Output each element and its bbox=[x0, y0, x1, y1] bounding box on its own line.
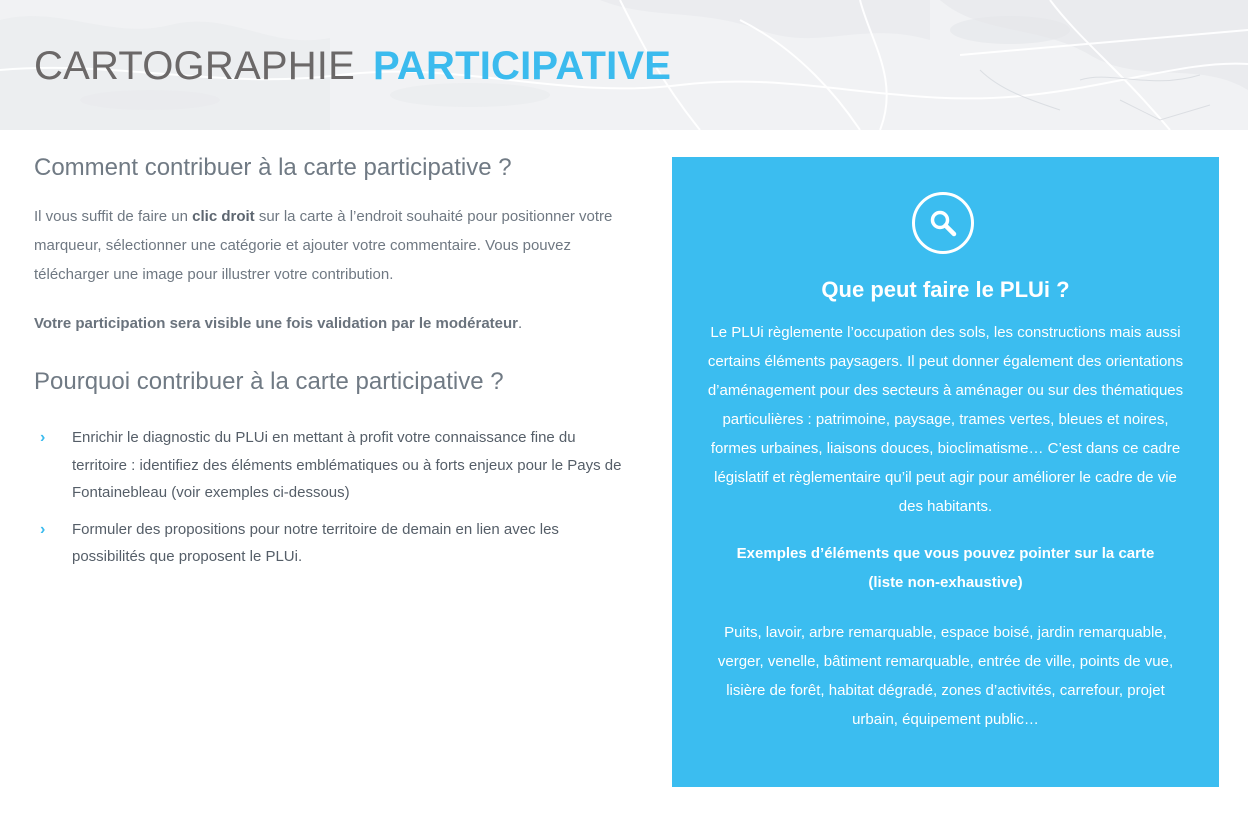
reasons-list bbox=[34, 424, 624, 571]
left-column bbox=[34, 150, 624, 571]
chevron-right-icon: › bbox=[40, 429, 46, 446]
moderation-note bbox=[34, 309, 624, 338]
how-text-end: sur la carte à l’endroit souhaité pour positionner votre marqueur, sélectionner une catégorie et ajouter votre commentaire. Vous pouvez télécharger une image pour illustrer votre contribution. bbox=[34, 208, 613, 283]
moderation-note-bold: Votre participation sera visible une fois validation par le modérateur bbox=[34, 315, 519, 332]
page-title-part1: CARTOGRAPHIE bbox=[34, 44, 355, 88]
panel-subtitle-line2: (liste non-exhaustive) bbox=[868, 574, 1023, 591]
panel-subtitle bbox=[706, 539, 1185, 597]
page-title bbox=[34, 40, 671, 92]
moderation-note-end: . bbox=[518, 315, 523, 332]
how-text-start: Il vous suffit de faire un bbox=[34, 208, 193, 225]
panel-title: Que peut faire le PLUi ? bbox=[821, 277, 1070, 302]
reason-text: Formuler des propositions pour notre territoire de demain en lien avec les possibilités que proposent le PLUi. bbox=[72, 520, 559, 565]
why-heading: Pourquoi contribuer à la carte participative ? bbox=[34, 368, 504, 395]
how-heading: Comment contribuer à la carte participative ? bbox=[34, 154, 512, 181]
header-banner bbox=[0, 0, 1248, 130]
panel-examples: Puits, lavoir, arbre remarquable, espace boisé, jardin remarquable, verger, venelle, bâtiment remarquable, entrée de ville, points de vue, lisière de forêt, habitat dégradé, zones d’activités, carrefour, projet urbain, équipement public… bbox=[717, 624, 1174, 728]
panel-description: Le PLUi règlemente l’occupation des sols, les constructions mais aussi certains éléments paysagers. Il peut donner également des orientations d’aménagement pour des secteurs à aménager ou sur des thématiques particulières : patrimoine, paysage, trames vertes, bleues et noires, formes urbaines, liaisons douces, bioclimatisme… C’est dans ce cadre législatif et règlementaire qu’il peut agir pour améliorer le cadre de vie des habitants. bbox=[707, 324, 1184, 515]
how-text-bold: clic droit bbox=[192, 208, 255, 225]
panel-subtitle-line1: Exemples d’éléments que vous pouvez pointer sur la carte bbox=[736, 545, 1155, 562]
list-item bbox=[34, 424, 624, 507]
how-paragraph bbox=[34, 202, 624, 289]
search-icon bbox=[912, 192, 974, 254]
list-item bbox=[34, 516, 624, 571]
page-title-part2: PARTICIPATIVE bbox=[373, 44, 672, 88]
plui-info-panel bbox=[672, 157, 1219, 787]
reason-text: Enrichir le diagnostic du PLUi en mettant à profit votre connaissance fine du territoire : identifiez des éléments emblématiques ou à forts enjeux pour le Pays de Fontainebleau (voir exemples ci-dessous) bbox=[72, 429, 622, 501]
chevron-right-icon: › bbox=[40, 520, 46, 538]
